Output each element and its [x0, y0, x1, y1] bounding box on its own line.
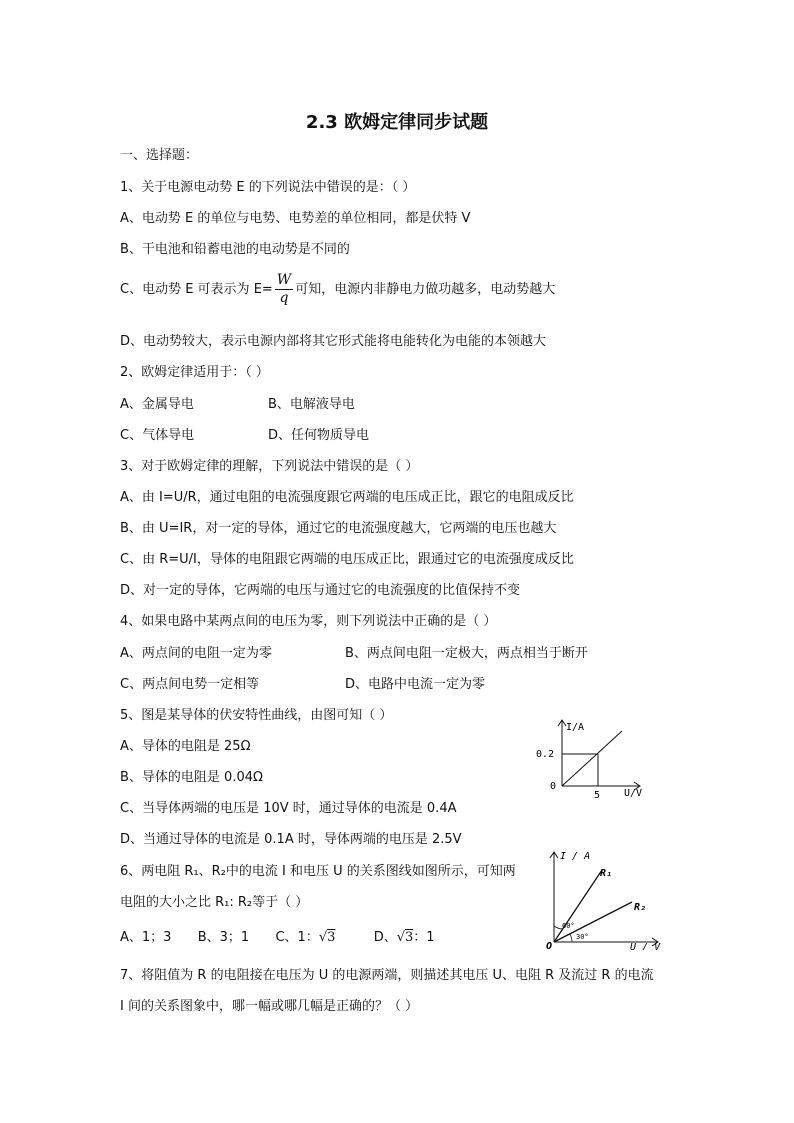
q5-option-b: B、导体的电阻是 0.04Ω: [120, 770, 263, 785]
q1-option-d: D、电动势较大，表示电源内部将其它形式能将电能转化为电能的本领越大: [120, 334, 547, 349]
q3-option-b: B、由 U=IR，对一定的导体，通过它的电流强度越大，它两端的电压也越大: [120, 521, 557, 536]
sqrt-3: √3: [396, 930, 414, 945]
q3-option-d: D、对一定的导体，它两端的电压与通过它的电流强度的比值保持不变: [120, 583, 521, 598]
q6-x-label: U / V: [630, 942, 661, 950]
q4-stem: 4、如果电路中某两点间的电压为零，则下列说法中正确的是（ ）: [120, 614, 497, 629]
q6-r1-line: [554, 870, 602, 942]
q6-option-c-label: C、1：: [275, 930, 319, 945]
q6-origin: O: [546, 941, 553, 950]
q6-options: [120, 930, 435, 946]
q6-angle-arc-30: [570, 934, 572, 942]
q3-stem: 3、对于欧姆定律的理解，下列说法中错误的是（ ）: [120, 459, 419, 474]
q5-iv-line: [562, 731, 622, 786]
q5-x-label: U/V: [624, 788, 643, 799]
q2-option-a: A、金属导电: [120, 397, 194, 412]
q6-option-a: A、1；3: [120, 930, 172, 945]
q5-iv-graph: [530, 716, 655, 802]
q4-option-d: D、电路中电流一定为零: [345, 677, 486, 692]
q3-option-a: A、由 I=U/R，通过电阻的电流强度跟它两端的电压成正比，跟它的电阻成反比: [120, 490, 574, 505]
q7-stem-line2: I 间的关系图象中，哪一幅或哪几幅是正确的？（ ）: [120, 999, 419, 1014]
q5-y-tick: 0.2: [536, 749, 555, 760]
q5-y-label: I/A: [566, 722, 585, 733]
page-title: 2.3 欧姆定律同步试题: [305, 112, 489, 133]
q6-option-d-label: D、: [373, 930, 397, 945]
q6-option-d: [374, 930, 435, 945]
q1-option-a: A、电动势 E 的单位与电势、电势差的单位相同，都是伏特 V: [120, 211, 471, 226]
q2-option-d: D、任何物质导电: [268, 428, 370, 443]
q6-option-c: [275, 930, 335, 945]
q4-option-b: B、两点间电阻一定极大，两点相当于断开: [345, 646, 588, 661]
fraction-numerator: W: [276, 272, 292, 288]
q5-option-c: C、当导体两端的电压是 10V 时，通过导体的电流是 0.4A: [120, 801, 457, 816]
q5-option-d: D、当通过导体的电流是 0.1A 时，导体两端的电压是 2.5V: [120, 832, 462, 847]
q6-r2-label: R₂: [634, 902, 647, 913]
sqrt-radicand: 3: [327, 930, 336, 945]
fraction-denominator: q: [279, 290, 289, 306]
q1-option-b: B、干电池和铅蓄电池的电动势是不同的: [120, 242, 350, 257]
q4-option-a: A、两点间的电阻一定为零: [120, 646, 272, 661]
q3-option-c: C、由 R=U/I，导体的电阻跟它两端的电压成正比，跟通过它的电流强度成反比: [120, 552, 574, 567]
q4-option-c: C、两点间电势一定相等: [120, 677, 260, 692]
q1-stem: 1、关于电源电动势 E 的下列说法中错误的是：（ ）: [120, 180, 416, 195]
q2-option-c: C、气体导电: [120, 428, 195, 443]
q5-option-a: A、导体的电阻是 25Ω: [120, 739, 251, 754]
q6-option-d-suffix: ：1: [413, 930, 435, 945]
q6-y-label: I / A: [560, 851, 591, 862]
q1-option-c: [120, 272, 555, 308]
q2-stem: 2、欧姆定律适用于：（ ）: [120, 365, 269, 380]
q1-option-c-suffix: 可知，电源内非静电力做功越多，电动势越大: [295, 282, 556, 297]
fraction-w-over-q: [275, 272, 293, 307]
q1-option-c-prefix: C、电动势 E 可表示为 E=: [120, 282, 273, 297]
q6-r1-label: R₁: [600, 868, 613, 879]
section-heading: 一、选择题：: [120, 148, 199, 163]
q6-stem-line1: 6、两电阻 R₁、R₂中的电流 I 和电压 U 的关系图线如图所示，可知两: [120, 864, 516, 879]
q6-option-b: B、3；1: [197, 930, 250, 945]
q6-angle-30: 30°: [576, 933, 589, 941]
q5-x-tick: 5: [594, 790, 601, 801]
sqrt-radicand: 3: [405, 930, 414, 945]
q6-stem-line2: 电阻的大小之比 R₁: R₂等于（ ）: [120, 895, 309, 910]
q5-origin: 0: [550, 781, 557, 792]
q2-option-b: B、电解液导电: [268, 397, 355, 412]
q6-angle-60: 60°: [562, 922, 575, 930]
q5-stem: 5、图是某导体的伏安特性曲线，由图可知（ ）: [120, 708, 393, 723]
q7-stem-line1: 7、将阻值为 R 的电阻接在电压为 U 的电源两端，则描述其电压 U、电阻 R 及流过 R 的电流: [120, 968, 654, 983]
sqrt-3: √3: [318, 930, 336, 945]
q6-iv-graph: [542, 846, 667, 950]
